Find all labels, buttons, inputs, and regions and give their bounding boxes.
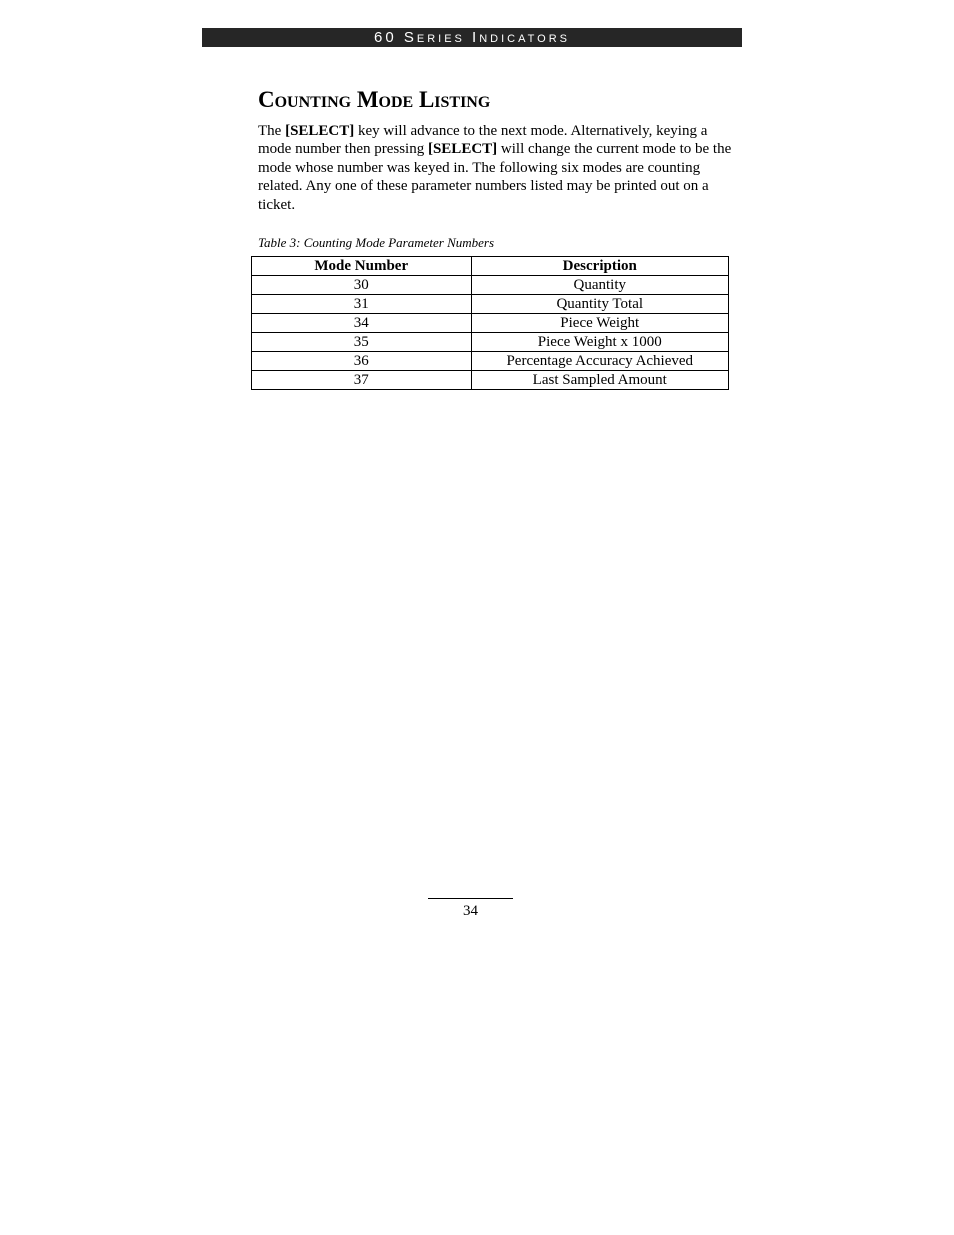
- description-cell: Last Sampled Amount: [471, 371, 728, 390]
- body-text-part-3: will change the current mode to be the mode whose number was keyed in. The following six modes are counting related. Any one of these parameter numbers listed may be printed out on a ticket.: [258, 141, 732, 213]
- counting-mode-table: [251, 256, 729, 390]
- running-header-title: 60 Series Indicators: [374, 29, 570, 46]
- mode-number-cell: 36: [252, 352, 472, 371]
- column-header-description: Description: [471, 257, 728, 276]
- table-caption: Table 3: Counting Mode Parameter Numbers: [258, 235, 495, 250]
- description-cell: Quantity: [471, 276, 728, 295]
- column-header-mode-number: Mode Number: [252, 257, 472, 276]
- footer-divider: [428, 898, 513, 899]
- mode-number-cell: 31: [252, 295, 472, 314]
- table-row: [252, 314, 729, 333]
- mode-number-cell: 35: [252, 333, 472, 352]
- body-text-part-2: key will advance to the next mode. Alternatively, keying a mode number then pressing: [258, 123, 708, 158]
- body-paragraph: [258, 122, 744, 214]
- table-row: [252, 333, 729, 352]
- body-text-part-1: The: [258, 123, 286, 139]
- description-cell: Piece Weight x 1000: [471, 333, 728, 352]
- page-number: 34: [463, 903, 478, 919]
- select-key-label-2: [SELECT]: [427, 141, 498, 158]
- table-row: [252, 295, 729, 314]
- description-cell: Piece Weight: [471, 314, 728, 333]
- mode-number-cell: 30: [252, 276, 472, 295]
- table-row: [252, 276, 729, 295]
- table-row: [252, 371, 729, 390]
- description-cell: Percentage Accuracy Achieved: [471, 352, 728, 371]
- mode-number-cell: 34: [252, 314, 472, 333]
- table-row: [252, 352, 729, 371]
- section-title: Counting Mode Listing: [258, 87, 491, 112]
- select-key-label-1: [SELECT]: [285, 123, 355, 139]
- mode-number-cell: 37: [252, 371, 472, 390]
- running-header: [202, 28, 742, 47]
- table-header-row: [252, 257, 729, 276]
- description-cell: Quantity Total: [471, 295, 728, 314]
